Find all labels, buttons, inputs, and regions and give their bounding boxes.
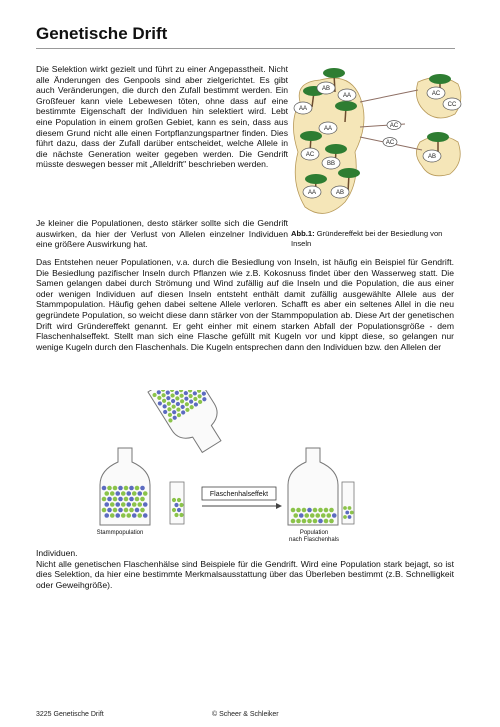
allele-ball bbox=[121, 491, 126, 496]
allele-ball bbox=[318, 519, 323, 524]
paragraph-founder-effect: Das Entstehen neuer Populationen, v.a. durch die Besiedlung von Inseln, ist häufig ein Beispiel für Gendrift. Die Besiedlung pazifischer Inseln durch Pflanzen wie z.B. Kokosnuss findet über den Wasserweg statt. Die Samen gelangen dabei durch Strömung und Wind zufällig auf die Inseln und die Population, die aus einer oder wenigen Individuen auf diesen Inseln entsteht enthält damit zufällig ausgewählte Allele aus der Stammpopulation. Häufig gehen dabei seltene Allele verloren. Schafft es aber ein seltenes Allel in die neu gegründete Population, so weicht diese dann stärker von der Stammpopulation ab. Diese Art der genetischen Drift wird Gründereffekt genannt. Er geht einher mit einem starken Abfall der Populationsgröße - dem Flaschenhalseffekt. Stellt man sich eine Flasche gefüllt mit Kugeln vor und kippt diese, so gelangen nur wenige Kugeln durch den Flaschenhals. Die Kugeln entsprechen dann den Individuen bzw. den Allelen der bbox=[36, 257, 454, 352]
allele-ball bbox=[115, 502, 120, 507]
allele-ball bbox=[291, 508, 296, 513]
allele-ball bbox=[140, 486, 145, 491]
figure-caption bbox=[291, 229, 461, 248]
genotype-label: AC bbox=[431, 91, 441, 97]
allele-ball bbox=[121, 513, 126, 518]
allele-ball bbox=[321, 513, 326, 518]
allele-ball bbox=[140, 497, 145, 502]
genotype-label: AA bbox=[307, 190, 317, 196]
after-label-2: nach Flaschenhals bbox=[288, 537, 340, 543]
genotype-label: AC bbox=[385, 140, 395, 146]
allele-ball bbox=[126, 491, 131, 496]
allele-ball bbox=[104, 513, 109, 518]
genotype-label: AA bbox=[342, 93, 352, 99]
allele-ball bbox=[174, 503, 178, 507]
footer-copyright: © Scheer & Schleiker bbox=[212, 711, 279, 718]
allele-ball bbox=[329, 508, 334, 513]
allele-ball bbox=[172, 508, 176, 512]
allele-ball bbox=[124, 508, 129, 513]
allele-ball bbox=[137, 491, 142, 496]
allele-ball bbox=[307, 508, 312, 513]
allele-ball bbox=[102, 486, 107, 491]
allele-ball bbox=[126, 513, 131, 518]
allele-ball bbox=[179, 513, 183, 517]
allele-ball bbox=[304, 513, 309, 518]
caption-text: Gründereffekt bei der Besiedlung von Inseln bbox=[291, 229, 443, 248]
allele-ball bbox=[113, 497, 118, 502]
allele-ball bbox=[307, 519, 312, 524]
allele-ball bbox=[115, 513, 120, 518]
allele-ball bbox=[129, 508, 134, 513]
paragraph-selection-note: Individuen. Nicht alle genetischen Flaschenhälse sind Beispiele für die Gendrift. Wird eine Population stark bejagt, so ist dies Selektion, da hier eine bestimmte Merkmalsausstattung über das Überleben bestimmt (z.B. Schnelligkeit oder Geweihgröße). bbox=[36, 548, 454, 590]
genotype-label: AC bbox=[305, 152, 315, 158]
allele-ball bbox=[348, 506, 352, 510]
allele-ball bbox=[143, 491, 148, 496]
allele-ball bbox=[350, 511, 354, 515]
allele-ball bbox=[118, 508, 123, 513]
allele-ball bbox=[332, 513, 337, 518]
genotype-label: AB bbox=[321, 86, 331, 92]
allele-ball bbox=[143, 502, 148, 507]
allele-ball bbox=[118, 486, 123, 491]
allele-ball bbox=[299, 513, 304, 518]
allele-ball bbox=[172, 498, 176, 502]
allele-ball bbox=[107, 508, 112, 513]
founder-effect-figure bbox=[290, 62, 465, 232]
allele-ball bbox=[302, 519, 307, 524]
allele-ball bbox=[343, 515, 347, 519]
after-label-1: Population bbox=[299, 530, 329, 536]
allele-ball bbox=[179, 503, 183, 507]
allele-ball bbox=[137, 502, 142, 507]
allele-ball bbox=[124, 486, 129, 491]
genotype-label: AB bbox=[335, 190, 345, 196]
genotype-label: AA bbox=[323, 126, 333, 132]
allele-ball bbox=[343, 506, 347, 510]
allele-ball bbox=[135, 486, 140, 491]
allele-ball bbox=[329, 519, 334, 524]
allele-ball bbox=[135, 508, 140, 513]
allele-ball bbox=[110, 491, 115, 496]
allele-ball bbox=[348, 515, 352, 519]
allele-ball bbox=[132, 502, 137, 507]
paragraph-population-size: Je kleiner die Populationen, desto stärker sollte sich die Gendrift auswirken, da hier der Verlust von Allelen einzelner Individuen eine größere Auswirkung hat. bbox=[36, 218, 288, 250]
allele-ball bbox=[315, 513, 320, 518]
bottleneck-effect-label: Flaschenhalseffekt bbox=[209, 491, 269, 498]
genotype-label: AC bbox=[389, 123, 399, 129]
allele-ball bbox=[115, 491, 120, 496]
caption-label: Abb.1: bbox=[291, 229, 315, 238]
allele-ball bbox=[345, 511, 349, 515]
genotype-label: AA bbox=[298, 106, 308, 112]
allele-ball bbox=[177, 508, 181, 512]
allele-ball bbox=[293, 513, 298, 518]
stamm-label: Stammpopulation bbox=[96, 530, 144, 536]
allele-ball bbox=[140, 508, 145, 513]
allele-ball bbox=[177, 498, 181, 502]
bottleneck-figure bbox=[90, 390, 390, 550]
allele-ball bbox=[113, 508, 118, 513]
allele-ball bbox=[324, 508, 329, 513]
allele-ball bbox=[113, 486, 118, 491]
allele-ball bbox=[124, 497, 129, 502]
allele-ball bbox=[137, 513, 142, 518]
allele-ball bbox=[132, 513, 137, 518]
allele-ball bbox=[129, 497, 134, 502]
paragraph-intro: Die Selektion wirkt gezielt und führt zu einer Angepasstheit. Nicht alle Änderungen des Genpools sind aber zielgerichtet. Es gibt auch Veränderungen, die durch den Zufall bestimmt werden. Ein Großfeuer kann viele Lebewesen töten, ohne dass auf eine bestimmte Eigenschaft der Individuen hin selektiert wird. Lebt eine Population in einem großen Gebiet, kann es sein, dass aus diesem Grund nicht alle einen Fortpflanzungspartner finden. Dies führt dazu, dass der Zufall darüber entscheidet, welche Allele in die nächste Generation weiter gegeben werden. Die Gendrift müsste deswegen besser mit „Alleldrift" beschrieben werden. bbox=[36, 64, 288, 170]
page-title: Genetische Drift bbox=[36, 24, 168, 43]
allele-ball bbox=[110, 513, 115, 518]
allele-ball bbox=[174, 513, 178, 517]
title-divider bbox=[36, 48, 455, 49]
allele-ball bbox=[324, 519, 329, 524]
genotype-label: BB bbox=[326, 161, 336, 167]
allele-ball bbox=[110, 502, 115, 507]
genotype-label: AB bbox=[427, 154, 437, 160]
allele-ball bbox=[143, 513, 148, 518]
allele-ball bbox=[135, 497, 140, 502]
allele-ball bbox=[296, 519, 301, 524]
allele-ball bbox=[132, 491, 137, 496]
allele-ball bbox=[118, 497, 123, 502]
allele-ball bbox=[102, 508, 107, 513]
allele-ball bbox=[102, 497, 107, 502]
allele-ball bbox=[302, 508, 307, 513]
allele-ball bbox=[107, 486, 112, 491]
allele-ball bbox=[129, 486, 134, 491]
allele-ball bbox=[313, 508, 318, 513]
allele-ball bbox=[126, 502, 131, 507]
allele-ball bbox=[104, 491, 109, 496]
allele-ball bbox=[310, 513, 315, 518]
genotype-label: CC bbox=[447, 102, 457, 108]
allele-ball bbox=[318, 508, 323, 513]
allele-ball bbox=[121, 502, 126, 507]
allele-ball bbox=[296, 508, 301, 513]
allele-ball bbox=[313, 519, 318, 524]
footer-code: 3225 Genetische Drift bbox=[36, 711, 104, 718]
allele-ball bbox=[326, 513, 331, 518]
allele-ball bbox=[104, 502, 109, 507]
allele-ball bbox=[107, 497, 112, 502]
allele-ball bbox=[291, 519, 296, 524]
